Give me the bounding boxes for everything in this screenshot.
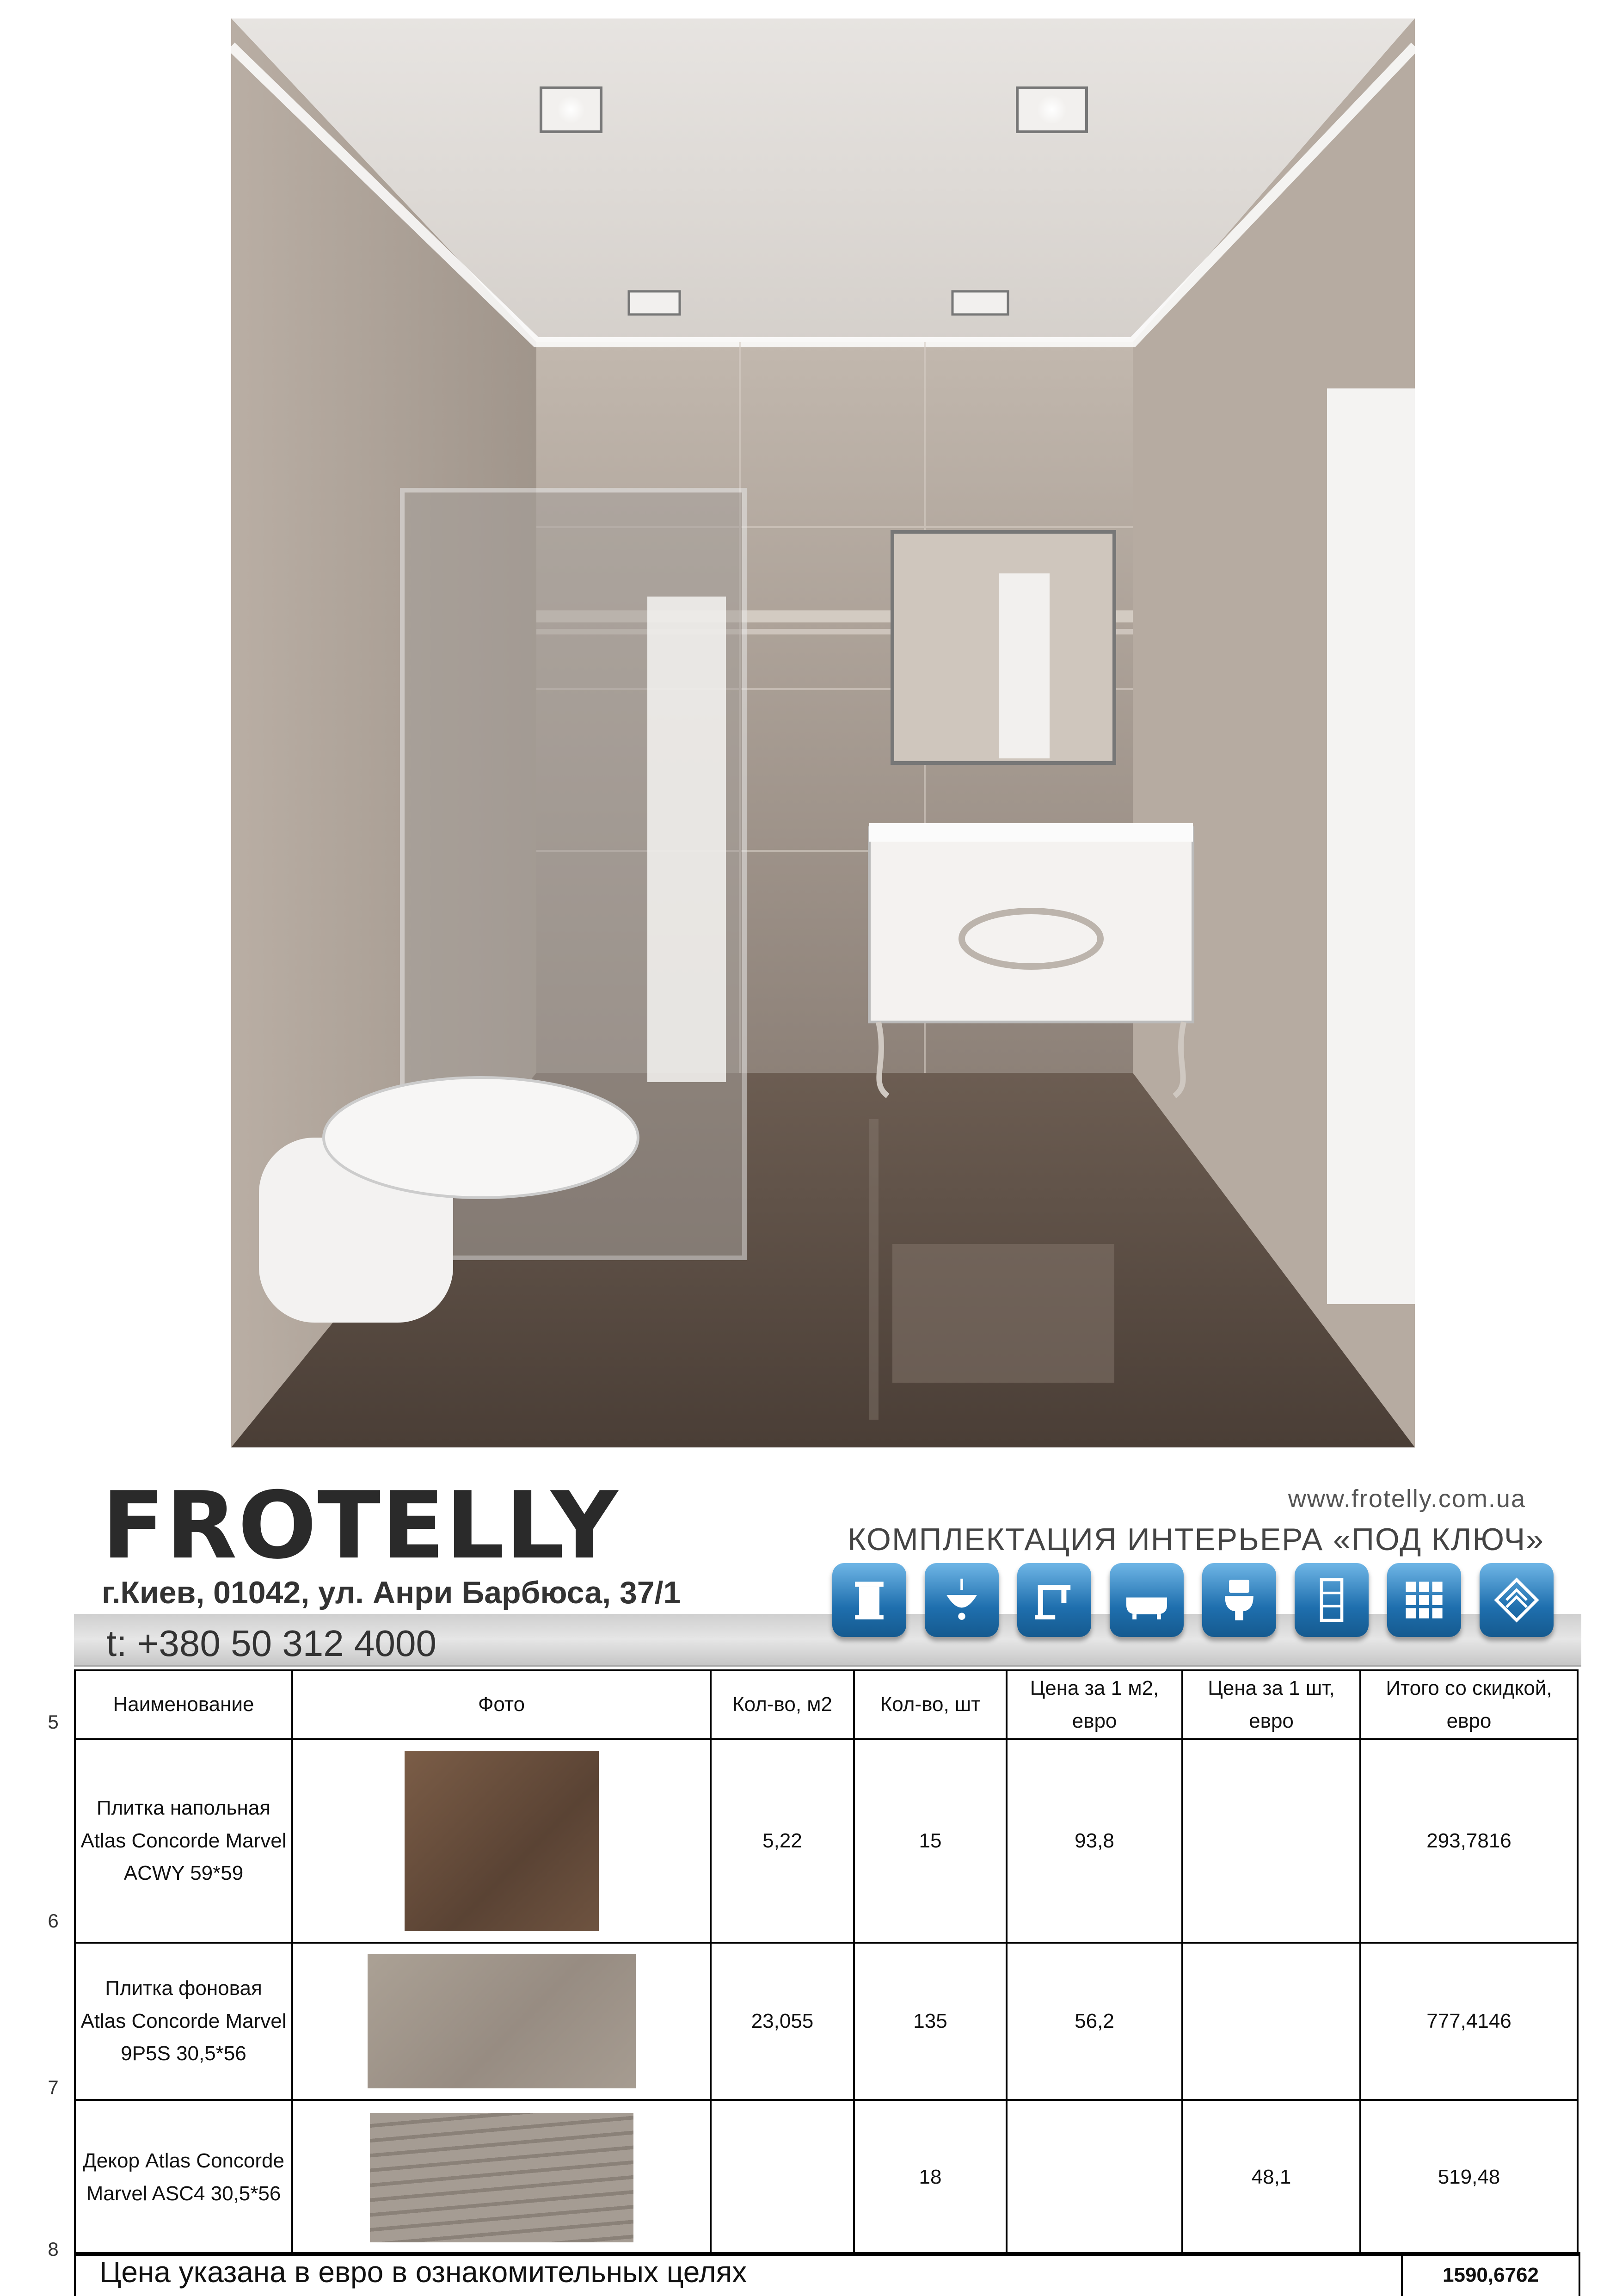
col-header-price-m2: Цена за 1 м2, евро: [1007, 1670, 1182, 1739]
item-photo: [292, 1739, 711, 1943]
item-price-m2: 93,8: [1007, 1739, 1182, 1943]
column-icon: [832, 1563, 906, 1637]
price-note: Цена указана в евро в ознакомительных целях: [99, 2255, 747, 2289]
item-qty-pcs: 18: [854, 2100, 1007, 2255]
item-total: 519,48: [1360, 2100, 1578, 2255]
company-phone: t: +380 50 312 4000: [106, 1623, 436, 1664]
bathtub-icon: [1110, 1563, 1184, 1637]
item-qty-pcs: 135: [854, 1943, 1007, 2100]
item-price-m2: 56,2: [1007, 1943, 1182, 2100]
brand-logo: FROTELLY: [102, 1472, 619, 1580]
tile-icon: [1387, 1563, 1461, 1637]
category-icons: [832, 1563, 1554, 1637]
tile-swatch: [370, 2113, 633, 2242]
row-number: 8: [48, 2238, 59, 2260]
bathroom-render-image: [231, 18, 1415, 1447]
item-qty-m2: 23,055: [711, 1943, 854, 2100]
row-number: 7: [48, 2076, 59, 2098]
col-header-name: Наименование: [75, 1670, 292, 1739]
item-total: 293,7816: [1360, 1739, 1578, 1943]
item-qty-m2: [711, 2100, 854, 2255]
row-number: 5: [48, 1711, 59, 1733]
item-name: Плитка напольная Atlas Concorde Marvel ACWY 59*59: [75, 1739, 292, 1943]
tile-swatch: [405, 1751, 599, 1931]
col-header-total: Итого со скидкой, евро: [1360, 1670, 1578, 1739]
row-number: 6: [48, 1910, 59, 1932]
table-row: [75, 1943, 1578, 2100]
item-name: Декор Atlas Concorde Marvel ASC4 30,5*56: [75, 2100, 292, 2255]
company-slogan: КОМПЛЕКТАЦИЯ ИНТЕРЬЕРА «ПОД КЛЮЧ»: [848, 1522, 1544, 1557]
company-website: www.frotelly.com.ua: [1288, 1485, 1526, 1513]
toilet-icon: [1202, 1563, 1276, 1637]
item-price-pcs: 48,1: [1182, 2100, 1360, 2255]
item-qty-m2: 5,22: [711, 1739, 854, 1943]
item-price-pcs: [1182, 1943, 1360, 2100]
col-header-qty-m2: Кол-во, м2: [711, 1670, 854, 1739]
tile-swatch: [368, 1954, 636, 2088]
chandelier-icon: [925, 1563, 999, 1637]
col-header-photo: Фото: [292, 1670, 711, 1739]
specification-table: [74, 1669, 1579, 2256]
col-header-price-pcs: Цена за 1 шт, евро: [1182, 1670, 1360, 1739]
grand-total: 1590,6762: [1401, 2252, 1580, 2296]
table-row: [75, 2100, 1578, 2255]
item-name: Плитка фоновая Atlas Concorde Marvel 9P5S 30,5*56: [75, 1943, 292, 2100]
wardrobe-icon: [1295, 1563, 1369, 1637]
item-photo: [292, 2100, 711, 2255]
table-row: [75, 1739, 1578, 1943]
flooring-icon: [1480, 1563, 1554, 1637]
item-price-pcs: [1182, 1739, 1360, 1943]
item-qty-pcs: 15: [854, 1739, 1007, 1943]
company-header: [74, 1457, 1581, 1669]
col-header-qty-pcs: Кол-во, шт: [854, 1670, 1007, 1739]
company-address: г.Киев, 01042, ул. Анри Барбюса, 37/1: [102, 1575, 681, 1610]
table-header-row: [75, 1670, 1578, 1739]
item-price-m2: [1007, 2100, 1182, 2255]
faucet-icon: [1017, 1563, 1091, 1637]
item-total: 777,4146: [1360, 1943, 1578, 2100]
item-photo: [292, 1943, 711, 2100]
